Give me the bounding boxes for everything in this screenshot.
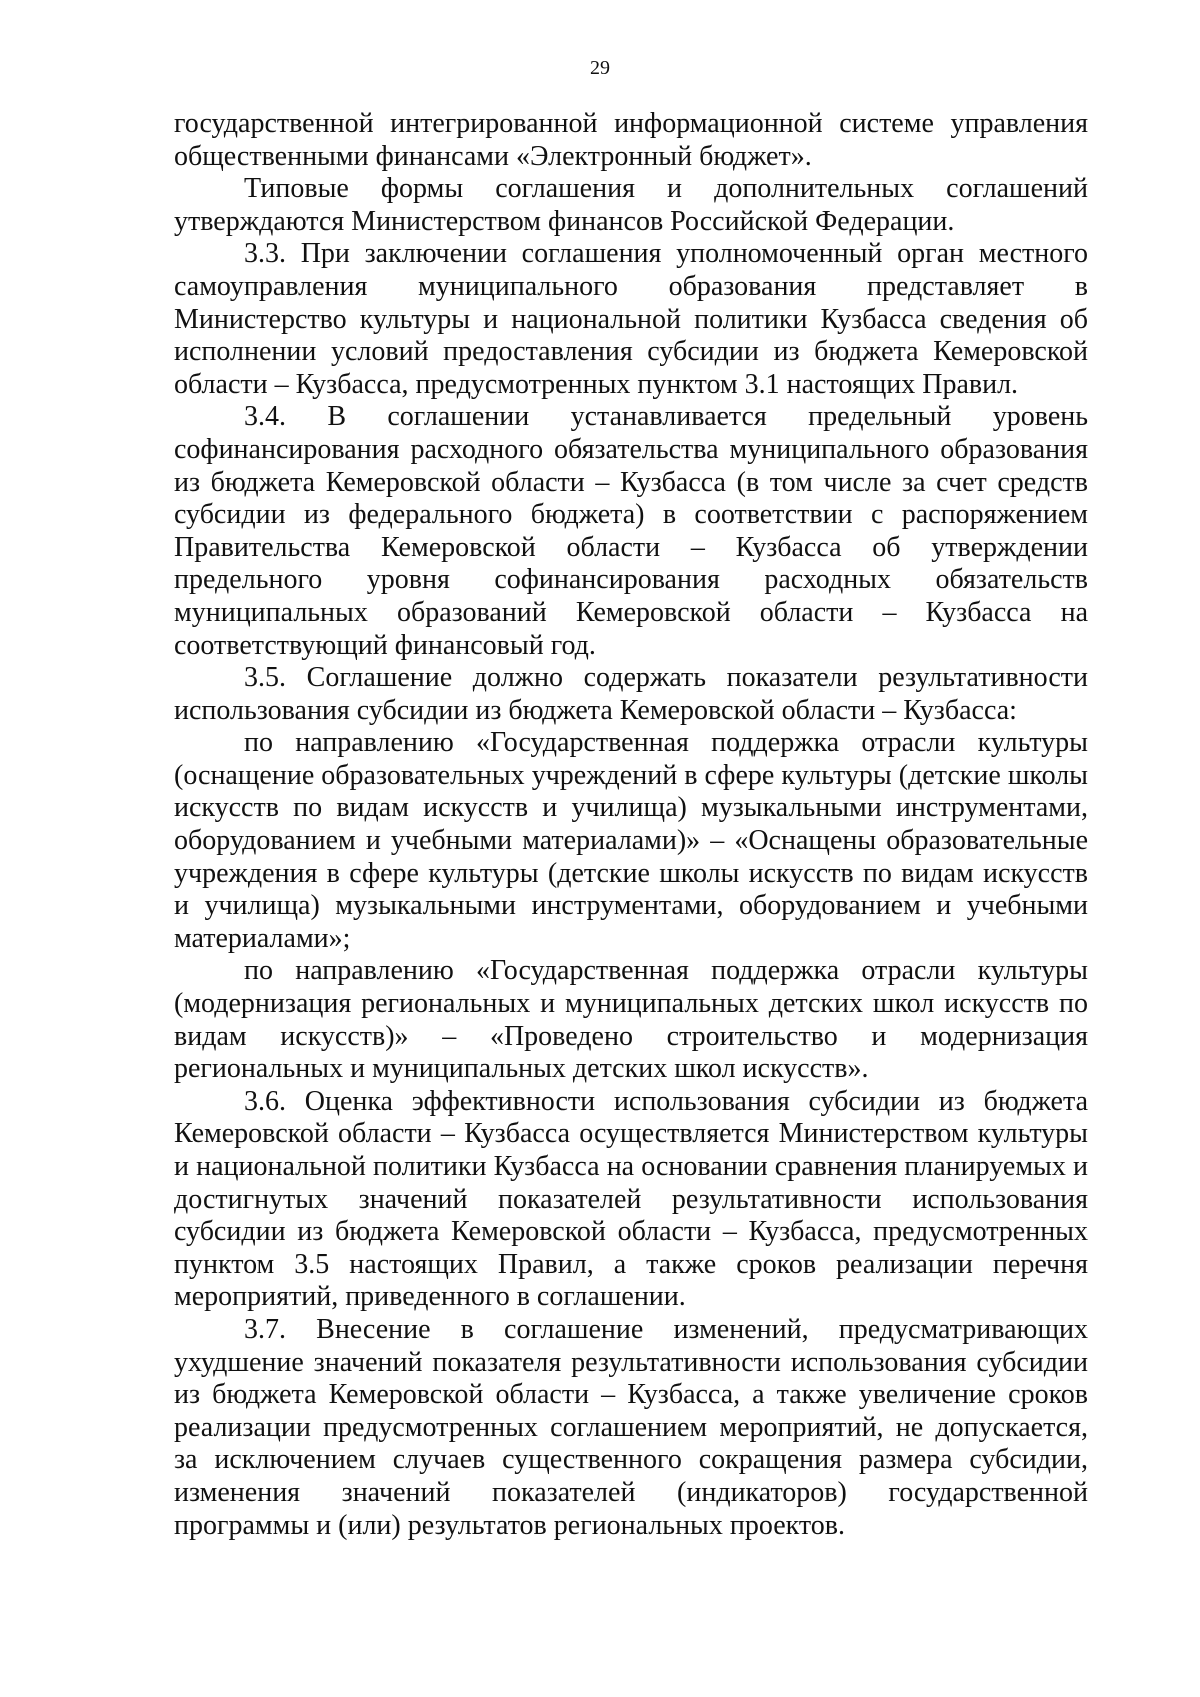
paragraph-3-7: 3.7. Внесение в соглашение изменений, предусматривающих ухудшение значений показателя результативности использования субсидии из бюджета Кемеровской области – Кузбасса, а также увеличение сроков реализации предусмотренных соглашением мероприятий, не допускается, за исключением случаев существенного сокращения размера субсидии, изменения значений показателей (индикаторов) государственной программы и (или) результатов региональных проектов. bbox=[174, 1313, 1088, 1541]
paragraph-3-3: 3.3. При заключении соглашения уполномоченный орган местного самоуправления муниципального образования представляет в Министерство культуры и национальной политики Кузбасса сведения об исполнении условий предоставления субсидии из бюджета Кемеровской области – Кузбасса, предусмотренных пунктом 3.1 настоящих Правил. bbox=[174, 238, 1088, 400]
paragraph-3-4: 3.4. В соглашении устанавливается предельный уровень софинансирования расходного обязательства муниципального образования из бюджета Кемеровской области – Кузбасса (в том числе за счет средств субсидии из федерального бюджета) в соответствии с распоряжением Правительства Кемеровской области – Кузбасса об утверждении предельного уровня софинансирования расходных обязательств муниципальных образований Кемеровской области – Кузбасса на соответствующий финансовый год. bbox=[174, 401, 1088, 661]
document-body bbox=[174, 108, 1088, 1542]
paragraph-3-6: 3.6. Оценка эффективности использования субсидии из бюджета Кемеровской области – Кузбасса осуществляется Министерством культуры и национальной политики Кузбасса на основании сравнения планируемых и достигнутых значений показателей результативности использования субсидии из бюджета Кемеровской области – Кузбасса, предусмотренных пунктом 3.5 настоящих Правил, а также сроков реализации перечня мероприятий, приведенного в соглашении. bbox=[174, 1085, 1088, 1313]
paragraph-standard-forms: Типовые формы соглашения и дополнительных соглашений утверждаются Министерством финансов Российской Федерации. bbox=[174, 173, 1088, 237]
page-number: 29 bbox=[590, 57, 610, 79]
paragraph-3-5-direction-modernization: по направлению «Государственная поддержка отрасли культуры (модернизация региональных и муниципальных детских школ искусств по видам искусств)» – «Проведено строительство и модернизация региональных и муниципальных детских школ искусств». bbox=[174, 955, 1088, 1085]
paragraph-esb-continuation: государственной интегрированной информационной системе управления общественными финансами «Электронный бюджет». bbox=[174, 108, 1088, 172]
paragraph-3-5: 3.5. Соглашение должно содержать показатели результативности использования субсидии из бюджета Кемеровской области – Кузбасса: bbox=[174, 662, 1088, 726]
paragraph-3-5-direction-equipment: по направлению «Государственная поддержка отрасли культуры (оснащение образовательных учреждений в сфере культуры (детские школы искусств по видам искусств и училища) музыкальными инструментами, оборудованием и учебными материалами)» – «Оснащены образовательные учреждения в сфере культуры (детские школы искусств по видам искусств и училища) музыкальными инструментами, оборудованием и учебными материалами»; bbox=[174, 727, 1088, 954]
